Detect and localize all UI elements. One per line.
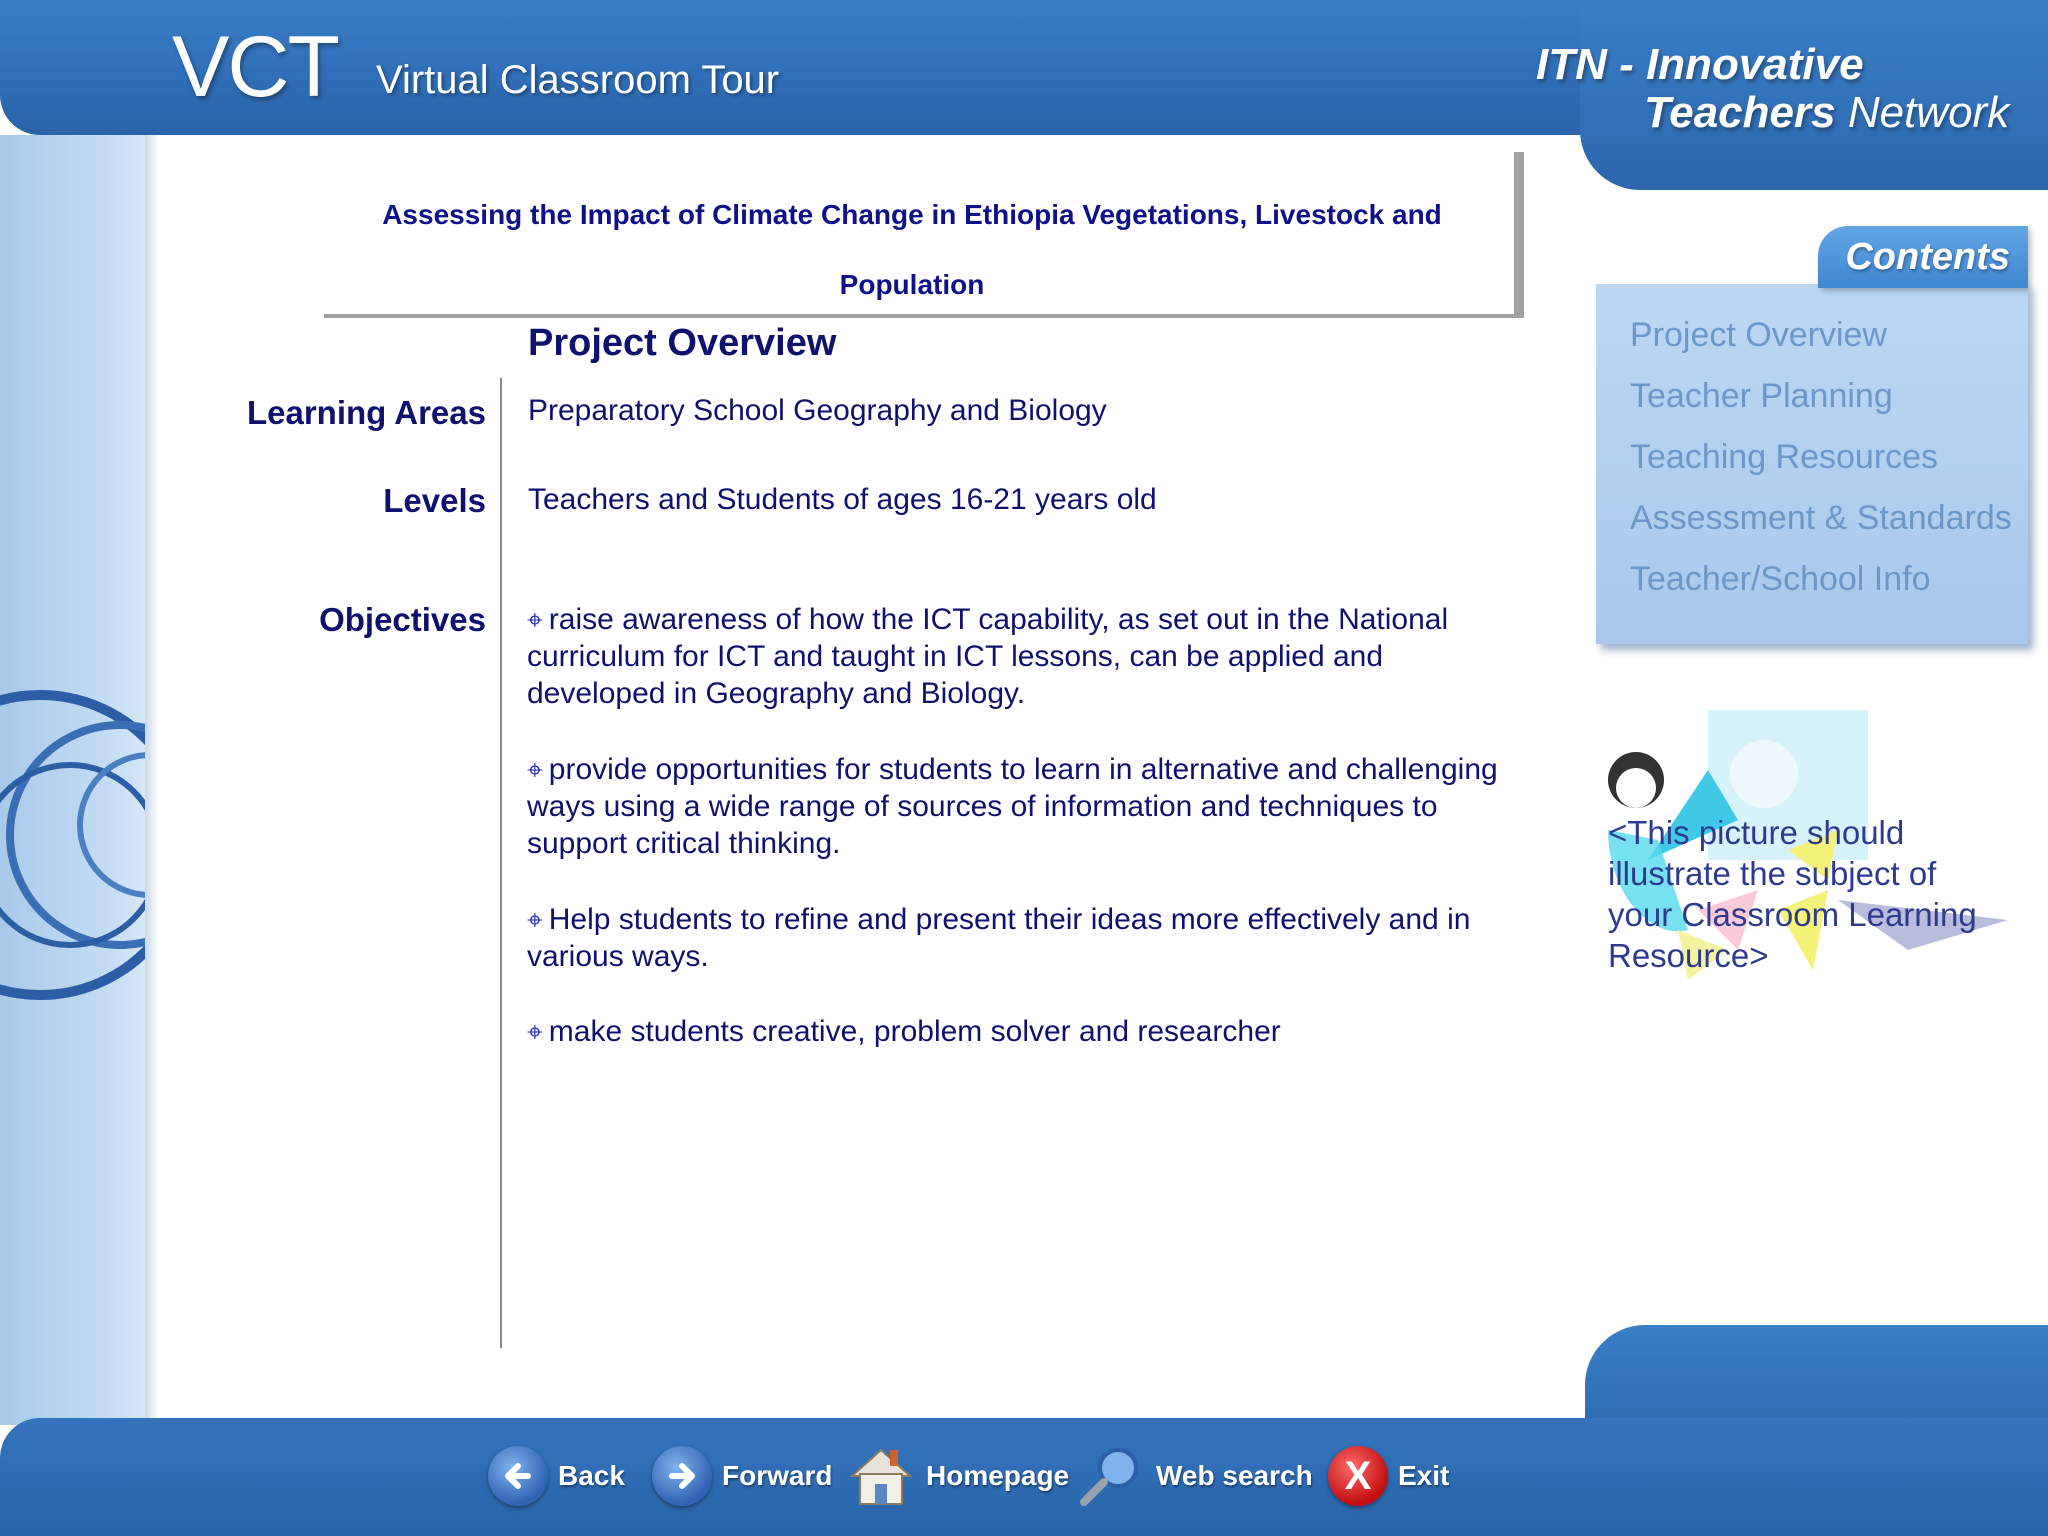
- arrow-left-icon: [488, 1446, 548, 1506]
- picture-placeholder-text: <This picture should illustrate the subject of your Classroom Learning Resource>: [1608, 814, 1977, 974]
- menu-item-teacher-school-info[interactable]: Teacher/School Info: [1630, 560, 1931, 598]
- exit-label: Exit: [1398, 1460, 1450, 1491]
- menu-item-assessment-standards[interactable]: Assessment & Standards: [1630, 499, 2012, 537]
- circles-decoration-icon: [0, 135, 152, 1425]
- objective-item: ⌖ Help students to refine and present their ideas more effectively and in various ways.: [527, 903, 1471, 973]
- exit-button[interactable]: [1328, 1446, 1449, 1506]
- menu-item-teacher-planning[interactable]: Teacher Planning: [1630, 377, 1893, 415]
- section-heading: Project Overview: [528, 322, 837, 364]
- objective-item: ⌖ provide opportunities for students to learn in alternative and challenging ways using a wide range of sources of information and techniques to support critical thinking.: [527, 753, 1498, 860]
- crosshair-bullet-icon: ⌖: [527, 904, 543, 935]
- app-subtitle: Virtual Classroom Tour: [376, 58, 780, 102]
- web-search-button[interactable]: [1076, 1446, 1313, 1506]
- contents-tab-label: Contents: [1845, 236, 2010, 278]
- magnifier-icon: [1076, 1444, 1146, 1508]
- crosshair-bullet-icon: ⌖: [527, 1016, 543, 1047]
- forward-button[interactable]: [652, 1446, 832, 1506]
- page-title: Assessing the Impact of Climate Change in Ethiopia Vegetations, Livestock and Population: [382, 199, 1442, 300]
- web-search-label: Web search: [1156, 1460, 1313, 1491]
- back-button[interactable]: [488, 1446, 625, 1506]
- column-divider: [500, 378, 502, 1348]
- contents-tab: [1818, 226, 2028, 288]
- objective-item: ⌖ make students creative, problem solver and researcher: [527, 1015, 1281, 1048]
- contents-panel: [1596, 284, 2028, 644]
- house-icon: [846, 1444, 916, 1508]
- levels-label: Levels: [383, 482, 486, 519]
- forward-label: Forward: [722, 1460, 833, 1491]
- network-title-line1: ITN - Innovative: [1536, 40, 1864, 89]
- menu-item-project-overview[interactable]: Project Overview: [1630, 316, 1887, 354]
- learning-areas-value: Preparatory School Geography and Biology: [528, 394, 1107, 427]
- learning-areas-label: Learning Areas: [246, 394, 486, 431]
- crosshair-bullet-icon: ⌖: [527, 754, 543, 785]
- menu-item-teaching-resources[interactable]: Teaching Resources: [1630, 438, 1939, 476]
- homepage-button[interactable]: [846, 1446, 1069, 1506]
- left-frame: [0, 135, 152, 1425]
- network-title-line2: Teachers Network: [1644, 88, 2010, 137]
- arrow-right-icon: [652, 1446, 712, 1506]
- title-box: [324, 152, 1524, 318]
- objectives-label: Objectives: [319, 601, 486, 638]
- levels-value: Teachers and Students of ages 16-21 years old: [528, 483, 1157, 516]
- back-label: Back: [558, 1460, 625, 1491]
- objective-item: ⌖ raise awareness of how the ICT capability, as set out in the National curriculum for ICT and taught in ICT lessons, can be applied and developed in Geography and Biology.: [527, 603, 1449, 710]
- crosshair-bullet-icon: ⌖: [527, 604, 543, 635]
- exit-x-icon: X: [1328, 1446, 1388, 1506]
- vct-logo: VCT: [172, 19, 338, 115]
- homepage-label: Homepage: [926, 1460, 1070, 1491]
- left-frame-edge: [145, 135, 159, 1425]
